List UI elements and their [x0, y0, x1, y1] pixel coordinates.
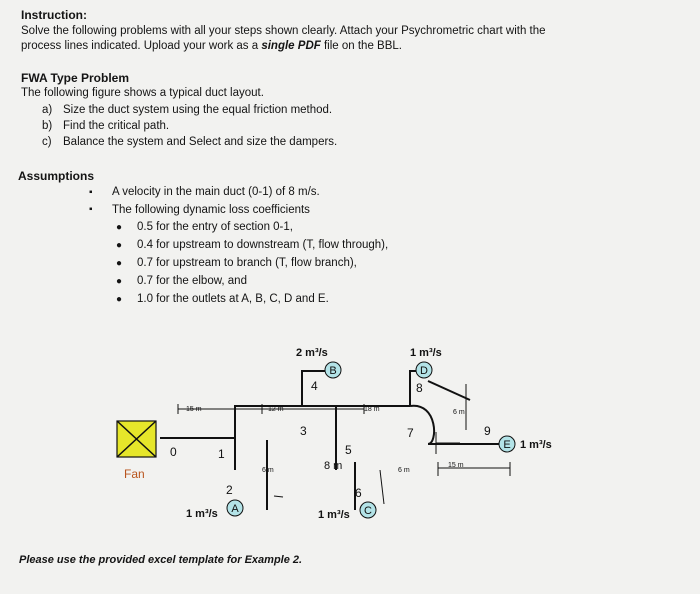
outlet-d-label: D: [420, 365, 428, 377]
bullet-icon: ▪: [89, 187, 93, 198]
instruction-line-2-a: process lines indicated. Upload your work as a: [21, 40, 262, 52]
bullet-icon: ●: [116, 222, 123, 233]
fan-label: Fan: [124, 467, 145, 481]
coefficient-item: 0.7 for the elbow, and: [137, 275, 247, 287]
instruction-heading: Instruction:: [21, 8, 87, 22]
node-7: 7: [407, 426, 414, 440]
bullet-icon: ●: [116, 240, 123, 251]
node-3: 3: [300, 424, 307, 438]
footer-note: Please use the provided excel template for Example 2.: [19, 554, 303, 566]
bullet-icon: ●: [116, 294, 123, 305]
dimension-line: [436, 432, 460, 454]
problem-intro: The following figure shows a typical duct layout.: [21, 87, 264, 99]
task-text-b: Find the critical path.: [63, 120, 170, 132]
assumption-coefficients: The following dynamic loss coefficients: [112, 204, 310, 216]
length-to-e: 15 m: [448, 462, 464, 469]
node-5: 5: [345, 443, 352, 457]
outlet-c-label: C: [364, 505, 372, 517]
outlet-b-label: B: [329, 365, 337, 377]
length-3-7: 12 m: [268, 406, 284, 413]
outlet-a-label: A: [231, 503, 239, 515]
task-text-c: Balance the system and Select and size the dampers.: [63, 136, 338, 148]
node-2: 2: [226, 483, 233, 497]
length-drop-a: 6 m: [262, 467, 274, 474]
bullet-icon: ▪: [89, 204, 93, 215]
node-1: 1: [218, 447, 225, 461]
coefficient-item: 1.0 for the outlets at A, B, C, D and E.: [137, 293, 329, 305]
duct-section-8-d: [428, 381, 470, 400]
flow-d: 1 m³/s: [410, 347, 442, 359]
flow-b: 2 m³/s: [296, 347, 328, 359]
node-6: 6: [355, 486, 362, 500]
instruction-line-2-emph: single PDF: [261, 40, 321, 52]
task-marker-c: c): [42, 136, 52, 148]
task-marker-b: b): [42, 120, 53, 132]
flow-a: 1 m³/s: [186, 508, 218, 520]
dimension-line: [380, 470, 384, 504]
node-8: 8: [416, 381, 423, 395]
bullet-icon: ●: [116, 258, 123, 269]
problem-title: FWA Type Problem: [21, 71, 130, 85]
length-1-3: 15 m: [186, 406, 202, 413]
outlet-e-label: E: [503, 439, 511, 451]
length-drop-c: 6 m: [398, 467, 410, 474]
instruction-line-2-c: file on the BBL.: [320, 40, 402, 52]
task-marker-a: a): [42, 104, 53, 116]
coefficient-item: 0.4 for upstream to downstream (T, flow through),: [137, 239, 389, 251]
node-4: 4: [311, 379, 318, 393]
flow-e: 1 m³/s: [520, 439, 552, 451]
length-section-5: 8 m: [324, 460, 343, 472]
assumptions-title: Assumptions: [18, 169, 95, 183]
assumption-velocity: A velocity in the main duct (0-1) of 8 m/s.: [112, 186, 320, 198]
coefficient-item: 0.5 for the entry of section 0-1,: [137, 221, 293, 233]
bullet-icon: ●: [116, 276, 123, 287]
coefficient-item: 0.7 for upstream to branch (T, flow branch),: [137, 257, 357, 269]
task-text-a: Size the duct system using the equal friction method.: [63, 104, 333, 116]
dimension-line: [274, 496, 283, 497]
length-7-9: 18 m: [364, 406, 380, 413]
node-9: 9: [484, 424, 491, 438]
length-riser-d: 6 m: [453, 409, 465, 416]
instruction-line-1: Solve the following problems with all your steps shown clearly. Attach your Psychrometric chart with the: [21, 25, 546, 37]
node-0: 0: [170, 445, 177, 459]
flow-c: 1 m³/s: [318, 509, 350, 521]
